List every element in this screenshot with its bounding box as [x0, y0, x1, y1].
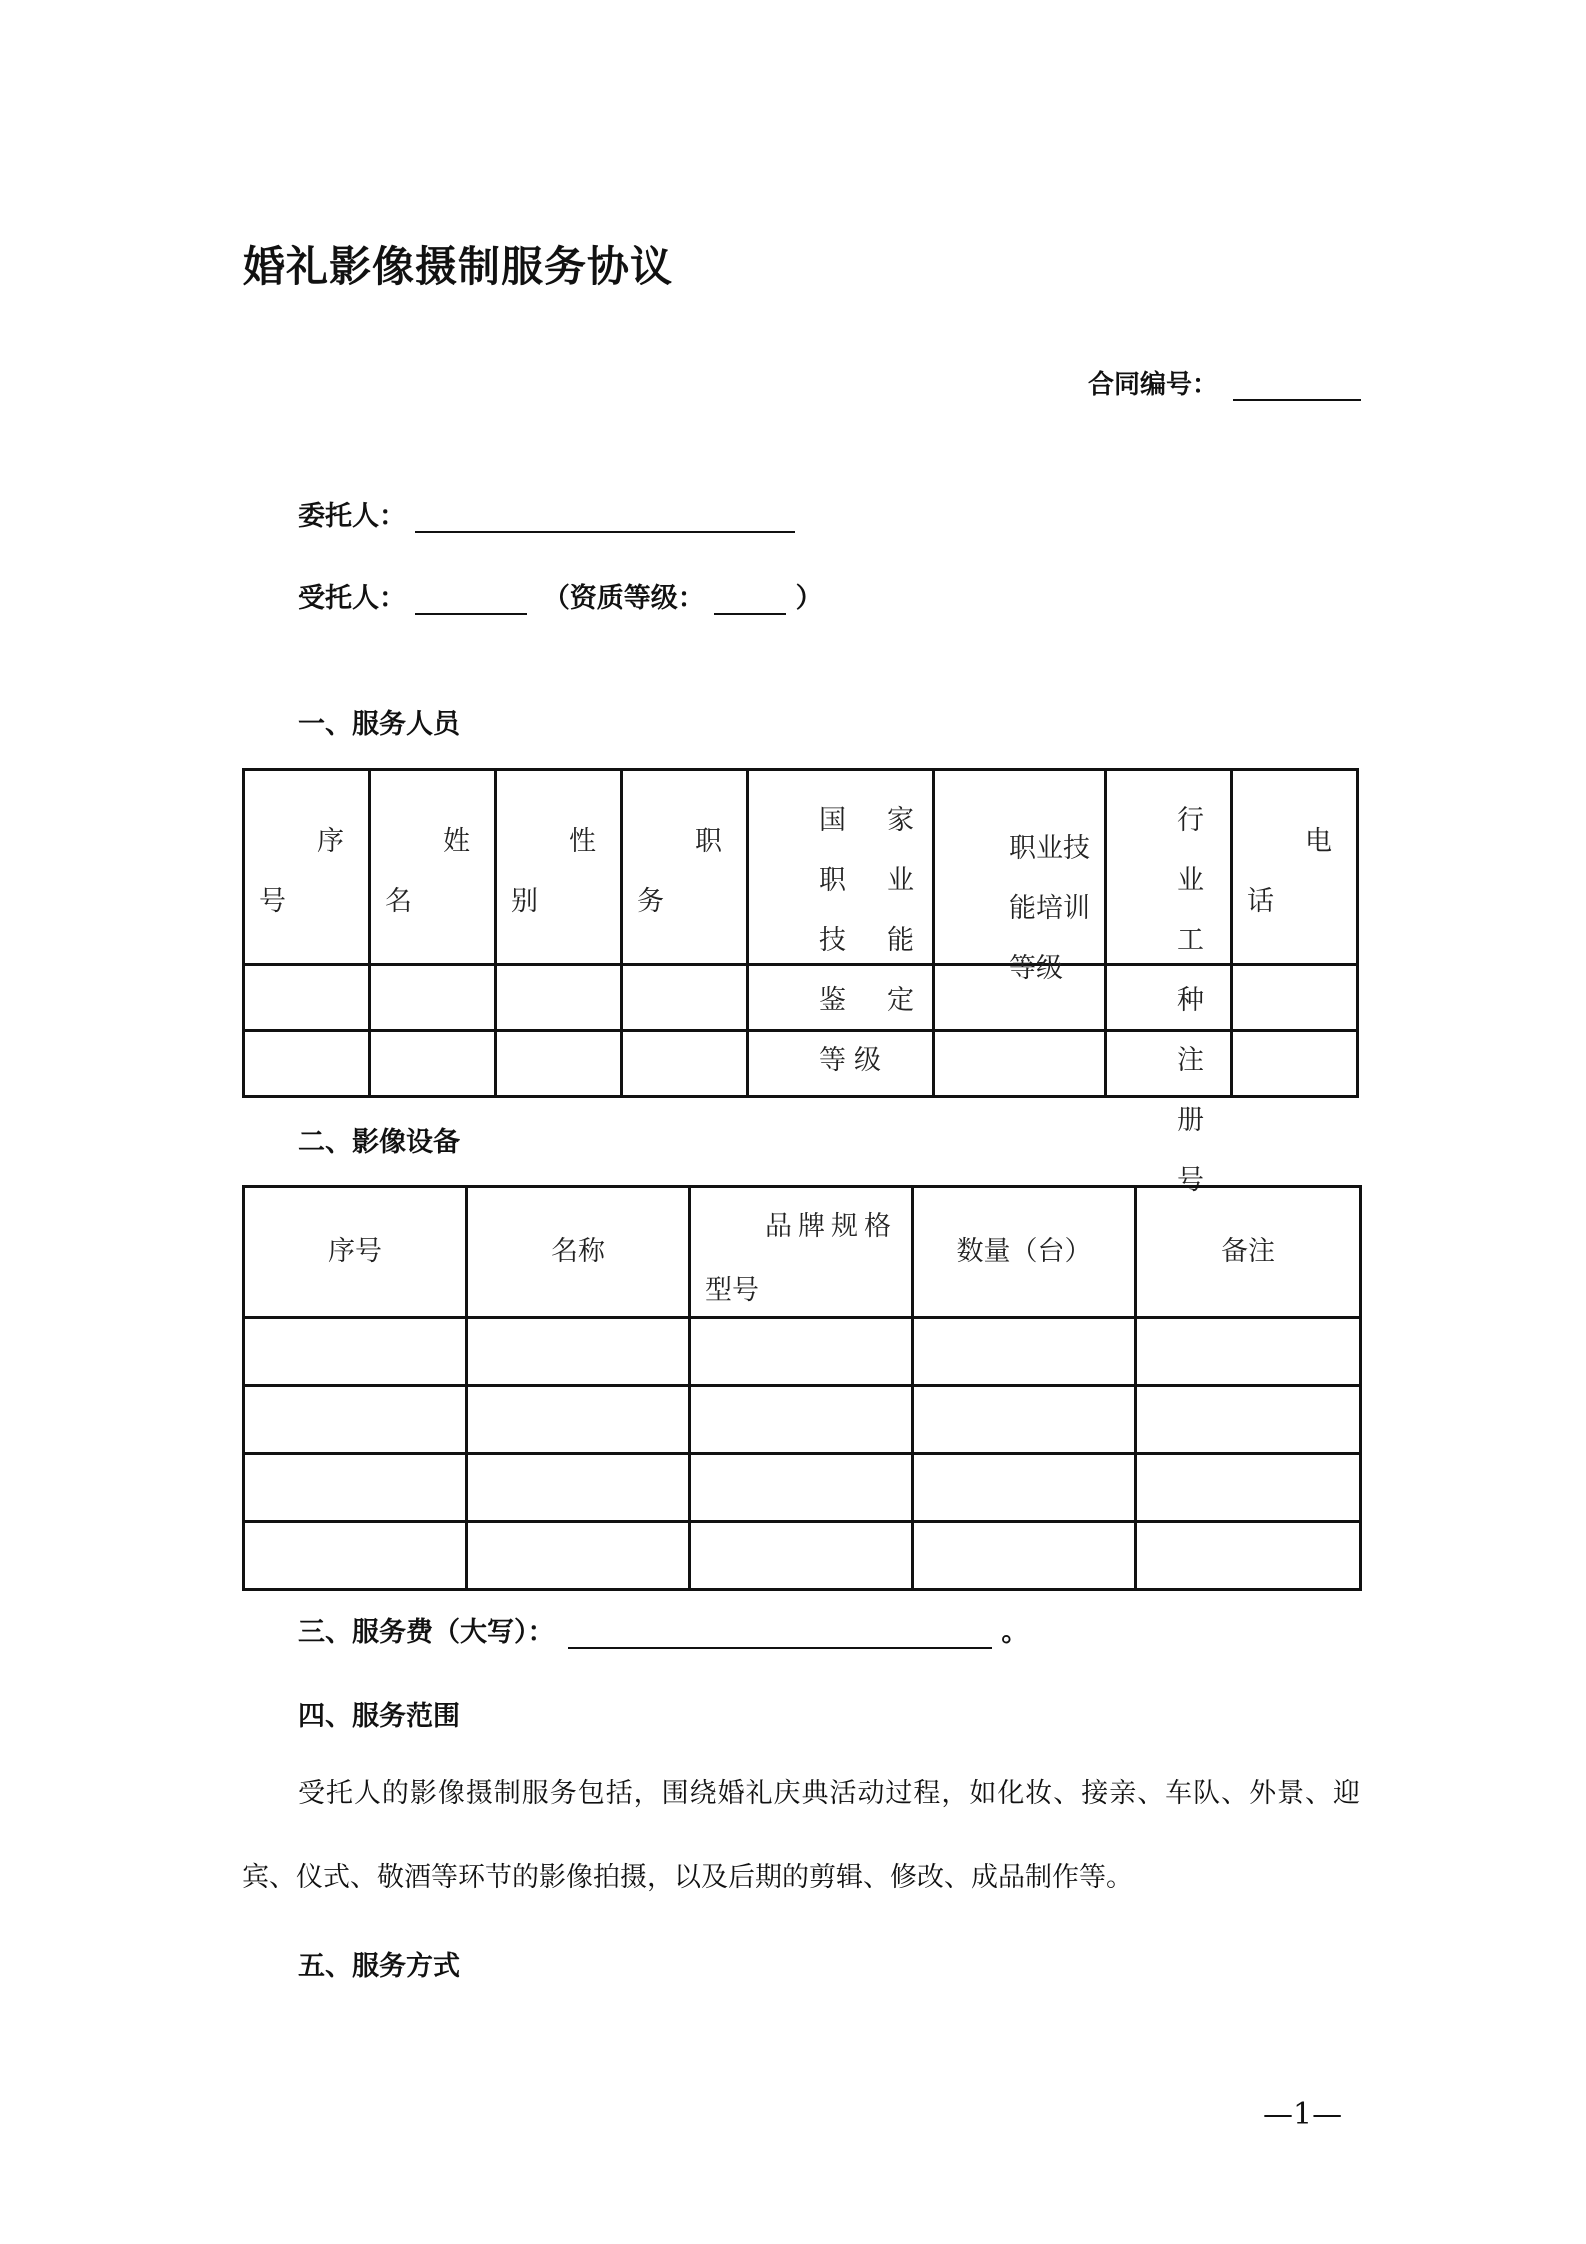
- header-gender: 性 别: [496, 770, 622, 965]
- section-3-heading: 三、服务费（大写）：: [298, 1617, 555, 1648]
- contract-number-blank: [1233, 369, 1361, 401]
- equipment-header-row: [244, 1187, 1361, 1318]
- header-serial: 序 号: [244, 770, 370, 965]
- qualification-blank: [714, 583, 786, 615]
- page-number: —1—: [1263, 2097, 1343, 2132]
- equipment-row: [244, 1522, 1361, 1590]
- section-5-heading: 五、服务方式: [298, 1951, 460, 1982]
- equip-header-remarks: 备注: [1136, 1187, 1361, 1318]
- section-4-paragraph-line-1: 受托人的影像摄制服务包括，围绕婚礼庆典活动过程，如化妆、接亲、车队、外景、迎: [298, 1778, 1360, 1809]
- section-3-field: [298, 1610, 1028, 1649]
- equipment-row: [244, 1318, 1361, 1386]
- contract-number-label: 合同编号：: [1088, 370, 1219, 400]
- contractor-label: 受托人：: [298, 583, 406, 614]
- header-position: 职 务: [622, 770, 748, 965]
- equip-header-name: 名称: [467, 1187, 690, 1318]
- equipment-row: [244, 1454, 1361, 1522]
- service-fee-blank: [568, 1617, 992, 1649]
- equipment-row: [244, 1386, 1361, 1454]
- section-4-heading: 四、服务范围: [298, 1701, 460, 1732]
- section-1-heading: 一、服务人员: [298, 709, 460, 740]
- equip-header-quantity: 数量（台）: [913, 1187, 1136, 1318]
- header-name: 姓 名: [370, 770, 496, 965]
- equip-header-serial: 序号: [244, 1187, 467, 1318]
- header-phone: 电 话: [1232, 770, 1358, 965]
- equip-header-brand-model: 品牌规格 型号: [690, 1187, 913, 1318]
- contractor-blank: [415, 583, 527, 615]
- client-field: [298, 494, 795, 533]
- section-4-paragraph-line-2: 宾、仪式、敬酒等环节的影像拍摄，以及后期的剪辑、修改、成品制作等。: [242, 1862, 1133, 1893]
- header-training-level: 职业技能培训等级: [934, 770, 1106, 965]
- document-title: 婚礼影像摄制服务协议: [243, 242, 674, 291]
- header-national-skill-level: 国家职业技能鉴定等级: [748, 770, 934, 965]
- section-3-end: 。: [1001, 1617, 1029, 1648]
- qualification-open: （资质等级：: [542, 583, 705, 614]
- contract-number-field: [1088, 364, 1361, 401]
- client-label: 委托人：: [298, 501, 406, 532]
- contractor-field: [298, 576, 823, 615]
- qualification-close: ）: [795, 583, 823, 614]
- equipment-table: [242, 1185, 1362, 1591]
- personnel-header-row: [244, 770, 1358, 965]
- header-registration-no: 行业工种注册号: [1106, 770, 1232, 965]
- section-2-heading: 二、影像设备: [298, 1127, 460, 1158]
- client-blank: [415, 501, 795, 533]
